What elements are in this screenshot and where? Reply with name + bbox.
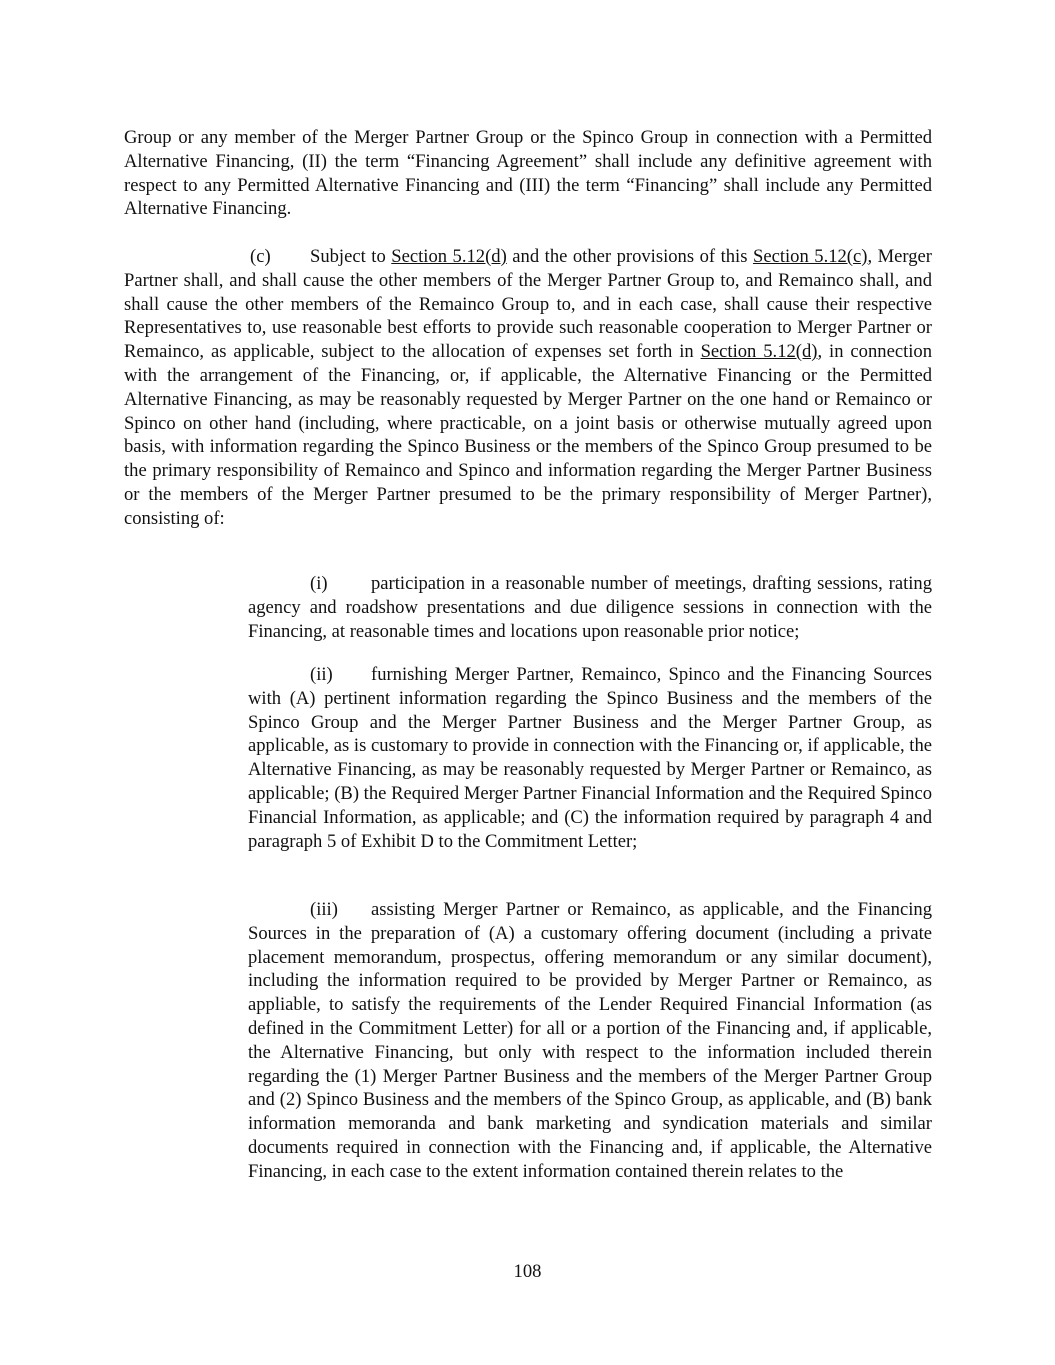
paragraph-i-text: participation in a reasonable number of meetings, drafting sessions, rating agency and roadshow presentations and due diligence sessions in connection with the Financing, at reasonable times and locations upon reasonable prior notice;	[248, 573, 932, 642]
paragraph-ii	[248, 663, 932, 853]
paragraph-c-text-3: , Merger Partner shall, and shall cause the other members of the Merger Partner Group to, and Remainco shall, and shall cause the other members of the Remainco Group to, and in each case, shall cause their respective Representatives to, use reasonable best efforts to provide such reasonable cooperation to Merger Partner or Remainco, as applicable, subject to the allocation of expenses set forth in	[124, 246, 932, 363]
paragraph-continuation: Group or any member of the Merger Partner Group or the Spinco Group in connection with a Permitted Alternative Financing, (II) the term “Financing Agreement” shall include any definitive agreement with respect to any Permitted Alternative Financing and (III) the term “Financing” shall include any Permitted Alternative Financing.	[124, 127, 932, 220]
paragraph-c-text-4: , in connection with the arrangement of the Financing, or, if applicable, the Alternative Financing or the Permitted Alternative Financing, as may be reasonably requested by Merger Partner on the one hand or Remainco or Spinco on other hand (including, where practicable, on a joint basis or otherwise mutually agreed upon basis, with information regarding the Spinco Business or the members of the Spinco Group presumed to be the primary responsibility of Remainco and Spinco and information regarding the Merger Partner Business or the members of the Merger Partner presumed to be the primary responsibility of Merger Partner), consisting of:	[124, 341, 932, 529]
paragraph-i	[248, 572, 932, 643]
paragraph-c-text-1: Subject to	[310, 246, 392, 267]
paragraph-c-label: (c)	[250, 246, 271, 267]
paragraph-i-label: (i)	[310, 573, 328, 594]
paragraph-iii	[248, 898, 932, 1184]
section-ref-5-12-d-second: Section 5.12(d)	[700, 341, 818, 363]
paragraph-iii-text: assisting Merger Partner or Remainco, as applicable, and the Financing Sources in the preparation of (A) a customary offering document (including a private placement memorandum, prospectus, offering memorandum or any similar document), including the information required to be provided by Merger Partner or Remainco, as appliable, to satisfy the requirements of the Lender Required Financial Information (as defined in the Commitment Letter) for all or a portion of the Financing and, if applicable, the Alternative Financing, but only with respect to the information included therein regarding the (1) Merger Partner Business and the members of the Merger Partner Group and (2) Spinco Business and the members of the Spinco Group, as applicable, and (B) bank information memoranda and bank marketing and syndication materials and similar documents required in connection with the Financing and, if applicable, the Alternative Financing, in each case to the extent information contained therein relates to the	[248, 899, 932, 1182]
section-ref-5-12-d: Section 5.12(d)	[391, 246, 507, 267]
paragraph-ii-label: (ii)	[310, 664, 333, 685]
page-number: 108	[513, 1261, 542, 1282]
paragraph-iii-label: (iii)	[310, 899, 338, 920]
paragraph-ii-text: furnishing Merger Partner, Remainco, Spinco and the Financing Sources with (A) pertinent information regarding the Spinco Business and the members of the Spinco Group and the Merger Partner Business and the Merger Partner Group, as applicable, as is customary to provide in connection with the Financing or, if applicable, the Alternative Financing, as may be reasonably requested by Merger Partner or Remainco, as applicable; (B) the Required Merger Partner Financial Information and the Required Spinco Financial Information, as applicable; and (C) the information required by paragraph 4 and paragraph 5 of Exhibit D to the Commitment Letter;	[248, 664, 932, 852]
paragraph-c	[124, 245, 932, 531]
paragraph-c-text-2: and the other provisions of this	[506, 246, 753, 267]
section-ref-5-12-c: Section 5.12(c)	[752, 246, 868, 267]
